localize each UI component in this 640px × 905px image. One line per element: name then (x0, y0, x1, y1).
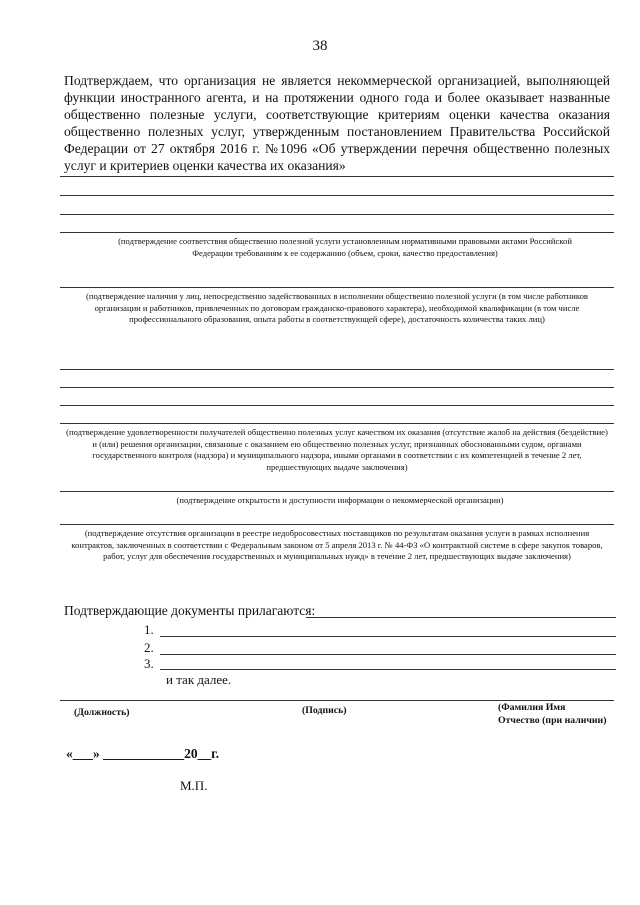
caption-compliance: (подтверждение соответствия общественно полезной услуги установленным нормативными правовыми актами Российской Федерации требованиям к ее содержанию (объем, сроки, качество предоставления) (118, 236, 572, 258)
position-label: (Должность) (74, 707, 130, 718)
fill-line (60, 524, 614, 525)
document-number-1: 1. (144, 622, 154, 637)
fill-line (60, 176, 614, 177)
documents-etc: и так далее. (166, 672, 232, 687)
caption-registry: (подтверждение отсутствия организации в реестре недобросовестных поставщиков по результатам оказания услуги в рамках исполнения контрактов, заключенных в соответствии с Федеральным законом от 5 апреля 2013 г. № 44-ФЗ «О контрактной системе в сфере закупок товаров, работ, услуг для обеспечения государственных и муниципальных нужд» в течение 2 лет, предшествующих выдаче заключения) (71, 528, 603, 561)
stamp-place: М.П. (180, 778, 208, 793)
signature-label: (Подпись) (302, 705, 347, 716)
fill-line (60, 491, 614, 492)
caption-satisfaction: (подтверждение удовлетворенности получателей общественно полезных услуг качеством их оказания (отсутствие жалоб на действия (бездействие) и (или) решения организации, связанные с оказанием ею общественно полезных услуг, признанных обоснованными судом, органами государственного контроля (надзора) и муниципального надзора, иными органами в соответствии с их компетенцией в течение 2 лет, предшествующих выдаче заключения) (66, 427, 608, 472)
fill-line (60, 387, 614, 388)
document-line (160, 636, 616, 637)
fill-line (60, 369, 614, 370)
name-label-line2: Отчество (при наличии) (498, 715, 607, 726)
fill-line (60, 423, 614, 424)
document-line (160, 669, 616, 670)
document-number-2: 2. (144, 640, 154, 655)
document-number-3: 3. (144, 656, 154, 671)
documents-heading: Подтверждающие документы прилагаются: (64, 603, 316, 618)
intro-paragraph: Подтверждаем, что организация не является некоммерческой организацией, выполняющей функции иностранного агента, и на протяжении одного года и более оказывает названные общественно полезные услуги, соответствующие критериям оценки качества оказания общественно полезных услуг, утвержденным постановлением Правительства Российской Федерации от 27 октября 2016 г. №1096 «Об утверждении перечня общественно полезных услуг и критериев оценки качества их оказания» (64, 73, 610, 173)
fill-line (60, 232, 614, 233)
fill-line (60, 287, 614, 288)
page-number: 38 (312, 38, 328, 54)
name-label-line1: (Фамилия Имя (498, 702, 566, 713)
document-line (306, 617, 616, 618)
fill-line (60, 195, 614, 196)
caption-personnel: (подтверждение наличия у лиц, непосредственно задействованных в исполнении общественно полезной услуги (в том числе работников организации и работников, привлеченных по договорам гражданско-правового характера), необходимой квалификации (в том числе профессионального образования, опыта работы в соответствующей сфере), достаточность количества таких лиц) (86, 291, 588, 324)
date-line: «___» ____________20__г. (66, 746, 220, 761)
fill-line (60, 214, 614, 215)
fill-line (60, 405, 614, 406)
document-line (160, 654, 616, 655)
caption-openness: (подтверждение открытости и доступности информации о некоммерческой организации) (176, 495, 504, 505)
